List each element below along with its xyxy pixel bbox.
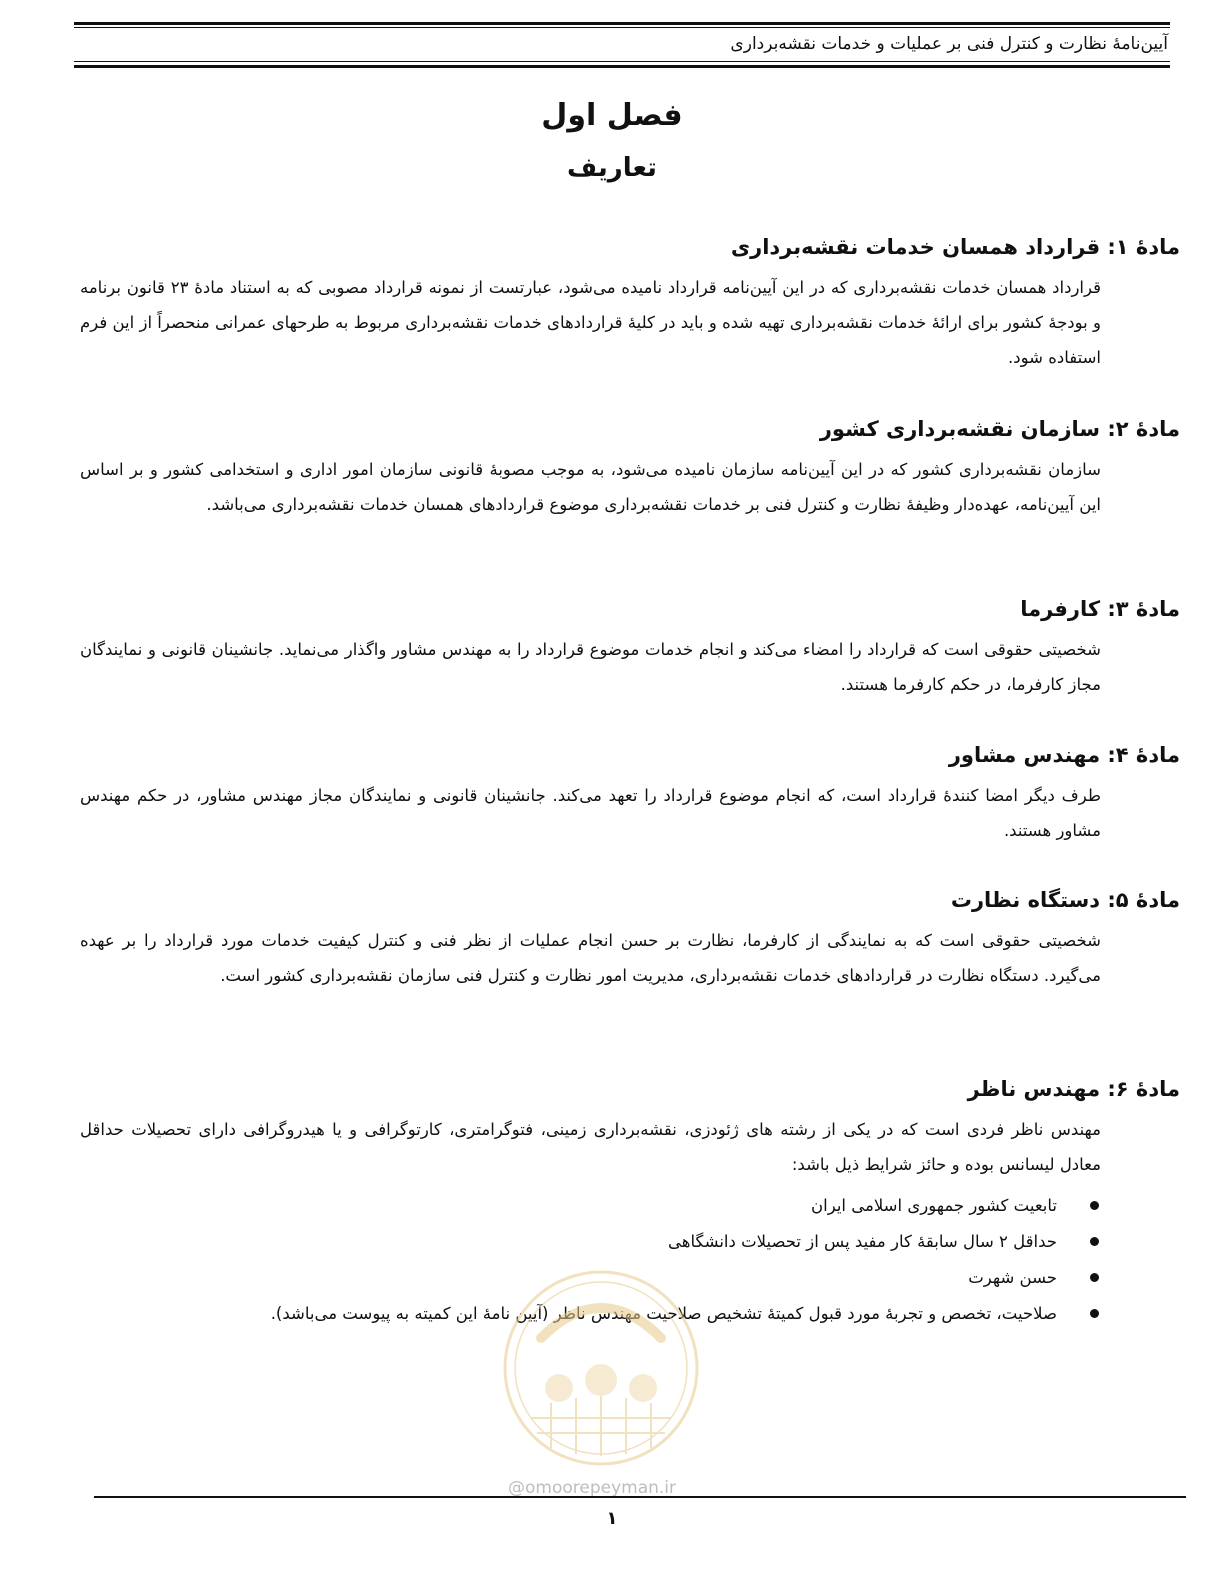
article-title: مادهٔ ۲: سازمان نقشه‌برداری کشور xyxy=(819,417,1180,441)
article-body: طرف دیگر امضا کنندهٔ قرارداد است، که انجام موضوع قرارداد را تعهد می‌کند. جانشینان قانونی و نمایندگان مجاز مهندس مشاور، در حکم مهندس مشاور هستند. xyxy=(80,786,1101,840)
article-5 xyxy=(80,885,1180,993)
bullet-icon xyxy=(1090,1309,1099,1318)
page-number: ۱ xyxy=(606,1508,618,1529)
bullet-icon xyxy=(1090,1201,1099,1210)
article-body: قرارداد همسان خدمات نقشه‌برداری که در این آیین‌نامه قرارداد نامیده می‌شود، عبارتست از نمونه قرارداد مصوبی که به استناد مادهٔ ۲۳ قانون برنامه و بودجهٔ کشور برای ارائهٔ خدمات نقشه‌برداری تهیه شده و باید در کلیهٔ قراردادهای خدمات نقشه‌برداری مربوط به طرحهای عمرانی منحصراً از این فرم استفاده شود. xyxy=(80,278,1101,367)
running-header: آیین‌نامهٔ نظارت و کنترل فنی بر عملیات و خدمات نقشه‌برداری xyxy=(730,34,1168,54)
article-body: شخصیتی حقوقی است که به نمایندگی از کارفرما، نظارت بر حسن انجام عملیات از نظر فنی و کنترل کیفیت خدمات مورد قرارداد را بر عهده می‌گیرد. دستگاه نظارت در قراردادهای خدمات نقشه‌برداری، مدیریت امور نظارت و کنترل فنی سازمان نقشه‌برداری کشور است. xyxy=(80,931,1101,985)
article-title: مادهٔ ۱: قرارداد همسان خدمات نقشه‌برداری xyxy=(730,235,1180,259)
header-rule-bottom xyxy=(74,65,1170,68)
list-item: حسن شهرت xyxy=(80,1260,1101,1296)
header-rule-bottom-thin xyxy=(74,61,1170,62)
article-title: مادهٔ ۵: دستگاه نظارت xyxy=(950,888,1180,912)
article-body: مهندس ناظر فردی است که در یکی از رشته های ژئودزی، نقشه‌برداری زمینی، فتوگرامتری، کارتوگرافی و یا هیدروگرافی دارای تحصیلات حداقل معادل لیسانس بوده و حائز شرایط ذیل باشد: xyxy=(80,1120,1101,1174)
article-1 xyxy=(80,232,1180,375)
header-rule-top xyxy=(74,22,1170,25)
watermark-url: @omoorepeyman.ir xyxy=(508,1478,677,1498)
article-4 xyxy=(80,740,1180,848)
watermark-stamp-icon xyxy=(501,1268,701,1468)
chapter-subtitle: تعاریف xyxy=(567,153,657,183)
article-title: مادهٔ ۴: مهندس مشاور xyxy=(948,743,1180,767)
article-title: مادهٔ ۶: مهندس ناظر xyxy=(967,1077,1180,1101)
article-2 xyxy=(80,414,1180,522)
list-item: صلاحیت، تخصص و تجربهٔ مورد قبول کمیتهٔ تشخیص صلاحیت مهندس ناظر (آیین نامهٔ این کمیته به پیوست می‌باشد). xyxy=(80,1296,1101,1332)
list-item: حداقل ۲ سال سابقهٔ کار مفید پس از تحصیلات دانشگاهی xyxy=(80,1224,1101,1260)
article-3 xyxy=(80,594,1180,702)
header-rule-top-thin xyxy=(74,27,1170,28)
footer-rule xyxy=(94,1496,1186,1498)
article-title: مادهٔ ۳: کارفرما xyxy=(1020,597,1180,621)
list-item: تابعیت کشور جمهوری اسلامی ایران xyxy=(80,1188,1101,1224)
chapter-title: فصل اول xyxy=(541,98,683,133)
bullet-icon xyxy=(1090,1273,1099,1282)
bullet-icon xyxy=(1090,1237,1099,1246)
article-body: شخصیتی حقوقی است که قرارداد را امضاء می‌کند و انجام خدمات موضوع قرارداد را به مهندس مشاور واگذار می‌نماید. جانشینان قانونی و نمایندگان مجاز کارفرما، در حکم کارفرما هستند. xyxy=(80,640,1101,694)
article-body: سازمان نقشه‌برداری کشور که در این آیین‌نامه سازمان نامیده می‌شود، به موجب مصوبهٔ قانونی سازمان امور اداری و استخدامی کشور و بر اساس این آیین‌نامه، عهده‌دار وظیفهٔ نظارت و کنترل فنی بر خدمات نقشه‌برداری موضوع قراردادهای همسان خدمات نقشه‌برداری می‌باشد. xyxy=(80,460,1101,514)
